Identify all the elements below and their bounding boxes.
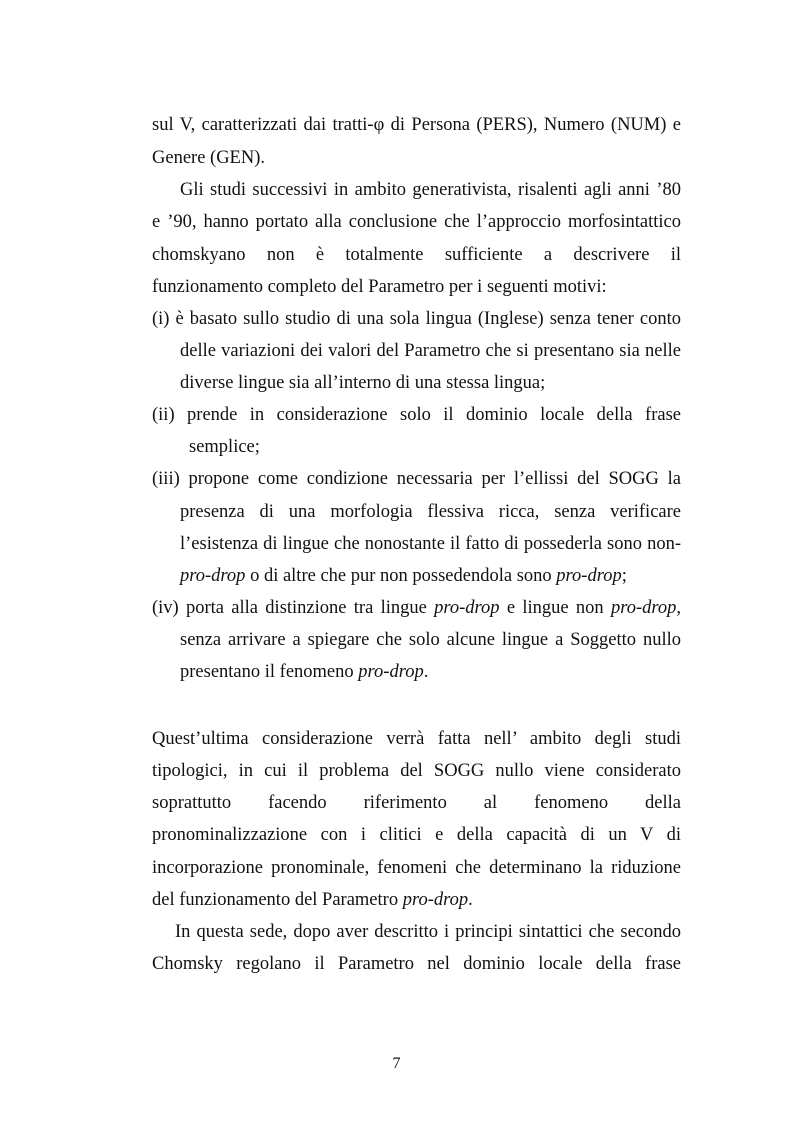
body-text-line: del funzionamento del Parametro pro-drop. [152,890,473,910]
body-text-line: chomskyano non è totalmente sufficiente a descrivere il [152,245,681,265]
list-item-iii: (iii) propone come condizione necessaria per l’ellissi del SOGG la [152,469,681,489]
list-item-ii: (ii) prende in considerazione solo il dominio locale della frase [152,405,681,425]
paragraph-first-line: Gli studi successivi in ambito generativista, risalenti agli anni ’80 [180,180,681,200]
list-item-i: (i) è basato sullo studio di una sola lingua (Inglese) senza tener conto [152,309,681,329]
list-item-continuation: semplice; [189,437,260,457]
body-text-line: tipologici, in cui il problema del SOGG nullo viene considerato [152,761,681,781]
list-item-continuation: pro-drop o di altre che pur non possedendola sono pro-drop; [180,566,627,586]
list-item-continuation: diverse lingue sia all’interno di una stessa lingua; [180,373,546,393]
body-text-line: sul V, caratterizzati dai tratti-φ di Persona (PERS), Numero (NUM) e [152,115,681,135]
list-item-continuation: delle variazioni dei valori del Parametro che si presentano sia nelle [180,341,681,361]
page-number: 7 [392,1055,401,1072]
body-text-line: Genere (GEN). [152,148,265,168]
list-item-continuation: senza arrivare a spiegare che solo alcune lingue a Soggetto nullo [180,630,681,650]
paragraph-first-line: In questa sede, dopo aver descritto i principi sintattici che secondo [175,922,681,942]
list-item-continuation: presentano il fenomeno pro-drop. [180,662,429,682]
list-item-continuation: l’esistenza di lingue che nonostante il fatto di possederla sono non- [180,534,681,554]
paragraph-first-line: Quest’ultima considerazione verrà fatta nell’ ambito degli studi [152,729,681,749]
body-text-line: incorporazione pronominale, fenomeni che determinano la riduzione [152,858,681,878]
body-text-line: soprattutto facendo riferimento al fenomeno della [152,793,681,813]
list-item-iv: (iv) porta alla distinzione tra lingue pro-drop e lingue non pro-drop, [152,598,682,618]
body-text-line: funzionamento completo del Parametro per i seguenti motivi: [152,277,607,297]
body-text-line: pronominalizzazione con i clitici e della capacità di un V di [152,825,681,845]
list-item-continuation: presenza di una morfologia flessiva ricca, senza verificare [180,502,681,522]
body-text-line: Chomsky regolano il Parametro nel dominio locale della frase [152,954,681,974]
body-text-line: e ’90, hanno portato alla conclusione che l’approccio morfosintattico [152,212,681,232]
